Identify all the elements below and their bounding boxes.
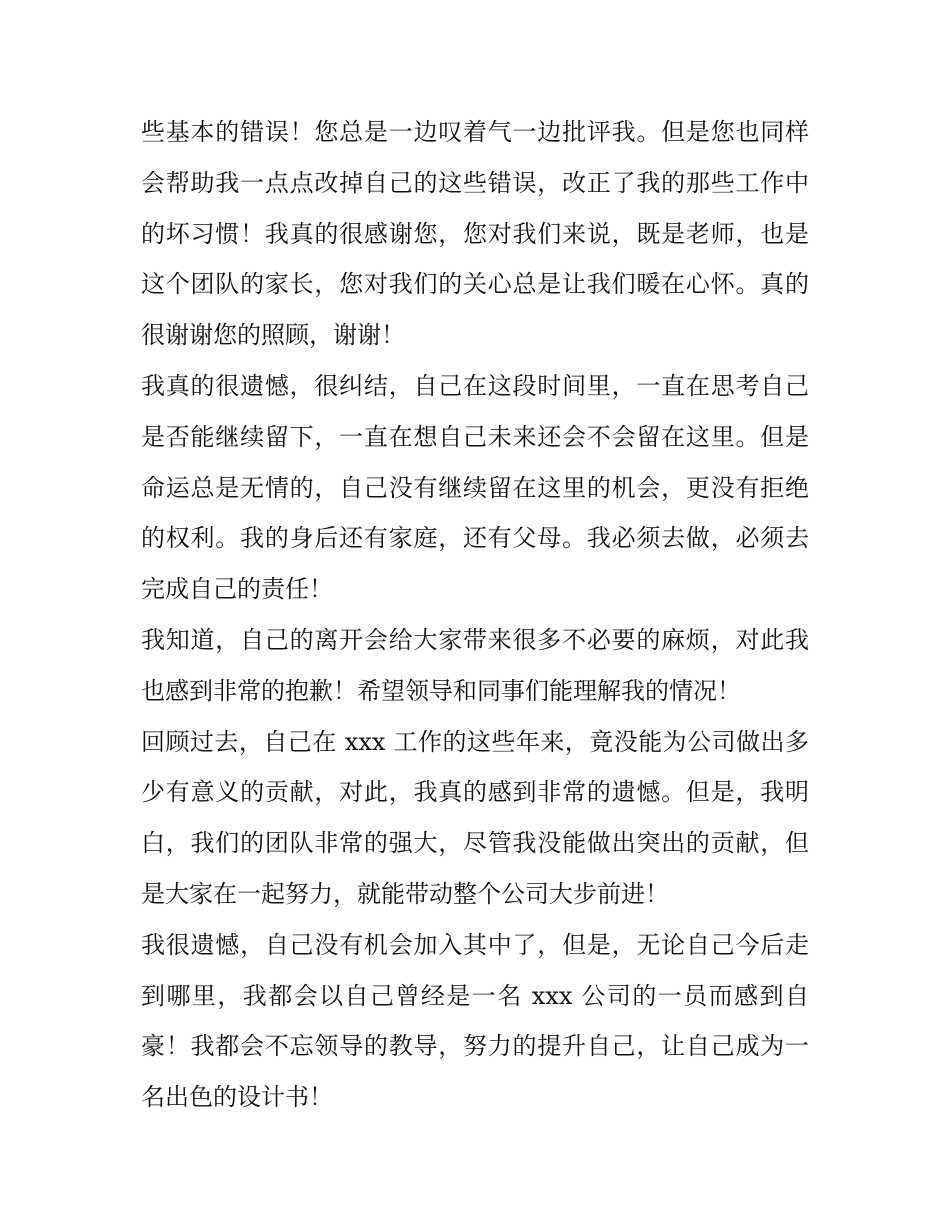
- paragraph-4: 回顾过去，自己在 xxx 工作的这些年来，竟没能为公司做出多少有意义的贡献，对此，我真的感到非常的遗憾。但是，我明白，我们的团队非常的强大，尽管我没能做出突出的贡献，但是大家在一起努力，就能带动整个公司大步前进！: [141, 727, 809, 908]
- paragraph-1: 些基本的错误！您总是一边叹着气一边批评我。但是您也同样会帮助我一点点改掉自己的这些错误，改正了我的那些工作中的坏习惯！我真的很感谢您，您对我们来说，既是老师，也是这个团队的家长，您对我们的关心总是让我们暖在心怀。真的很谢谢您的照顾，谢谢！: [141, 118, 809, 350]
- paragraph-3: 我知道，自己的离开会给大家带来很多不必要的麻烦，对此我也感到非常的抱歉！希望领导和同事们能理解我的情况！: [141, 625, 809, 705]
- document-body: [141, 107, 809, 1123]
- paragraph-2: 我真的很遗憾，很纠结，自己在这段时间里，一直在思考自己是否能继续留下，一直在想自己未来还会不会留在这里。但是命运总是无情的，自己没有继续留在这里的机会，更没有拒绝的权利。我的身后还有家庭，还有父母。我必须去做，必须去完成自己的责任！: [141, 371, 809, 604]
- paragraph-5: 我很遗憾，自己没有机会加入其中了，但是，无论自己今后走到哪里，我都会以自己曾经是一名 xxx 公司的一员而感到自豪！我都会不忘领导的教导，努力的提升自己，让自己成为一名出色的设计书！: [141, 930, 809, 1112]
